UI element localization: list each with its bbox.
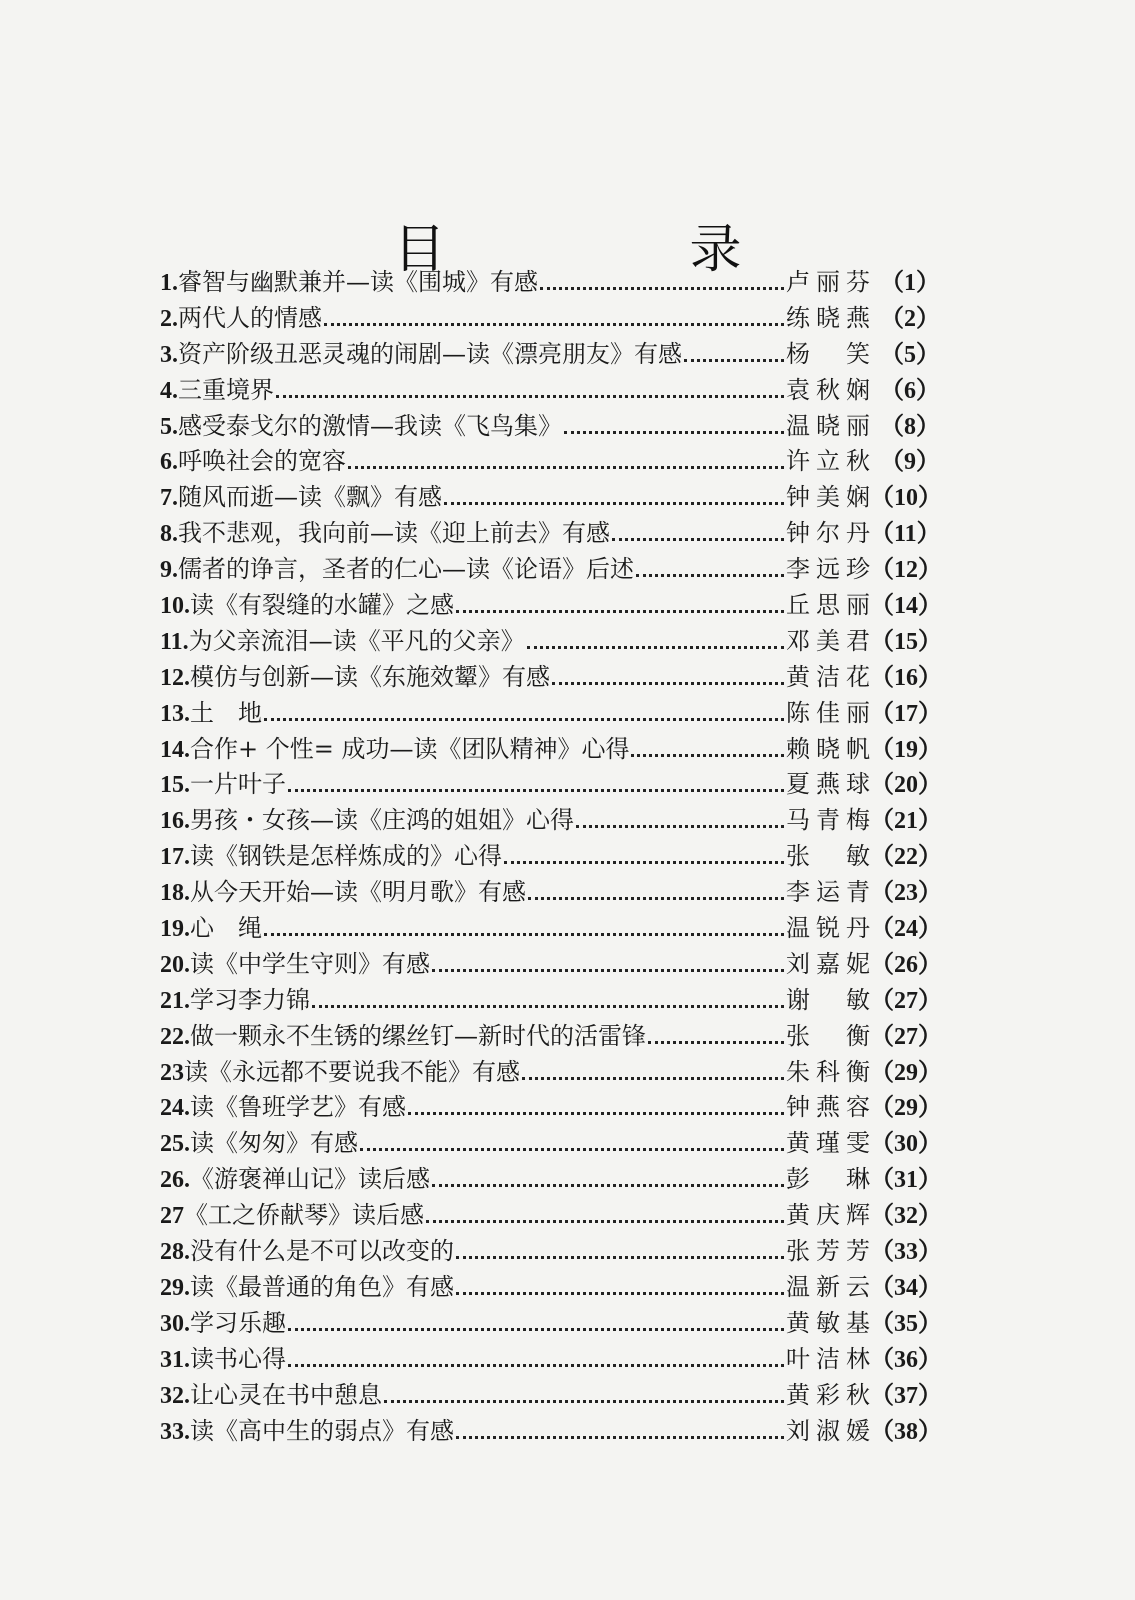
dot-leader: [522, 1077, 784, 1080]
toc-entry: [160, 947, 940, 983]
dot-leader: [527, 646, 784, 649]
entry-number: 23: [160, 1059, 184, 1086]
entry-page-number: （27）: [870, 1023, 942, 1050]
entry-author: 丘思丽: [786, 591, 870, 620]
entry-number: 29.: [160, 1274, 190, 1301]
entry-author: 谢 敏: [786, 985, 870, 1014]
toc-entry: [160, 373, 940, 409]
entry-title: 读《有裂缝的水罐》之感: [190, 591, 454, 620]
entry-title: 两代人的情感: [178, 303, 322, 332]
entry-title: 儒者的诤言，圣者的仁心—读《论语》后述: [178, 555, 634, 584]
entry-author: 朱科衡: [786, 1057, 870, 1086]
entry-page-number: （27）: [870, 987, 942, 1014]
toc-entry: [160, 1306, 940, 1342]
entry-page-number: （17）: [870, 700, 942, 727]
toc-entry: [160, 588, 940, 624]
entry-page-number: （20）: [870, 772, 942, 799]
entry-page-number: （2）: [880, 305, 940, 332]
entry-author: 彭 琳: [786, 1165, 870, 1194]
entry-number: 28.: [160, 1239, 190, 1266]
toc-entry: [160, 1414, 940, 1450]
entry-title: 男孩・女孩—读《庄鸿的姐姐》心得: [190, 806, 574, 835]
entry-author: 温晓丽: [786, 411, 870, 440]
dot-leader: [276, 395, 784, 398]
entry-page-number: （26）: [870, 951, 942, 978]
entry-author: 杨 笑: [786, 339, 870, 368]
dot-leader: [264, 933, 784, 936]
entry-title: 学习乐趣: [190, 1308, 286, 1337]
entry-number: 30.: [160, 1310, 190, 1337]
entry-number: 8.: [160, 521, 178, 548]
toc-entry: [160, 1234, 940, 1270]
entry-author: 李运青: [786, 878, 870, 907]
dot-leader: [552, 682, 784, 685]
entry-page-number: （9）: [880, 449, 940, 476]
entry-page-number: （33）: [870, 1239, 942, 1266]
entry-title: 我不悲观，我向前—读《迎上前去》有感: [178, 519, 610, 548]
toc-entry: [160, 875, 940, 911]
dot-leader: [684, 359, 784, 362]
entry-number: 13.: [160, 700, 190, 727]
dot-leader: [426, 1220, 784, 1223]
entry-title: 读《钢铁是怎样炼成的》心得: [190, 842, 502, 871]
toc-entry: [160, 1090, 940, 1126]
toc-entry: [160, 480, 940, 516]
dot-leader: [504, 861, 784, 864]
entry-title: 三重境界: [178, 375, 274, 404]
toc-entry: [160, 516, 940, 552]
toc-entry: [160, 409, 940, 445]
entry-author: 李远珍: [786, 555, 870, 584]
entry-author: 温新云: [786, 1272, 870, 1301]
entry-number: 17.: [160, 844, 190, 871]
entry-author: 许立秋: [786, 447, 870, 476]
entry-author: 黄敏基: [786, 1308, 870, 1337]
toc-entry: [160, 1019, 940, 1055]
entry-author: 刘嘉妮: [786, 949, 870, 978]
entry-title: 读《高中生的弱点》有感: [190, 1416, 454, 1445]
entry-page-number: （11）: [870, 521, 941, 548]
entry-page-number: （21）: [870, 808, 942, 835]
entry-number: 19.: [160, 916, 190, 943]
dot-leader: [348, 466, 784, 469]
entry-page-number: （10）: [870, 485, 942, 512]
entry-number: 12.: [160, 664, 190, 691]
entry-page-number: （34）: [870, 1274, 942, 1301]
entry-author: 钟尔丹: [786, 519, 870, 548]
table-of-contents: [160, 265, 940, 1449]
entry-author: 夏燕球: [786, 770, 870, 799]
toc-entry: [160, 767, 940, 803]
entry-page-number: （1）: [880, 270, 940, 296]
dot-leader: [264, 718, 784, 721]
entry-author: 叶洁林: [786, 1344, 870, 1373]
entry-number: 31.: [160, 1346, 190, 1373]
dot-leader: [648, 1041, 784, 1044]
entry-page-number: （35）: [870, 1310, 942, 1337]
entry-title: 读书心得: [190, 1344, 286, 1373]
entry-author: 邓美君: [786, 626, 870, 655]
toc-entry: [160, 1342, 940, 1378]
entry-page-number: （23）: [870, 880, 942, 907]
entry-number: 20.: [160, 951, 190, 978]
entry-page-number: （29）: [870, 1059, 942, 1086]
dot-leader: [324, 323, 784, 326]
entry-title: 做一颗永不生锈的缧丝钉—新时代的活雷锋: [190, 1021, 646, 1050]
entry-number: 33.: [160, 1418, 190, 1445]
entry-title: 从今天开始—读《明月歌》有感: [190, 878, 526, 907]
dot-leader: [288, 1364, 784, 1367]
dot-leader: [564, 431, 784, 434]
entry-title: 读《鲁班学艺》有感: [190, 1093, 406, 1122]
entry-number: 4.: [160, 377, 178, 404]
entry-author: 张 衡: [786, 1021, 870, 1050]
toc-entry: [160, 1270, 940, 1306]
entry-author: 黄庆辉: [786, 1201, 870, 1230]
entry-author: 黄彩秋: [786, 1380, 870, 1409]
entry-author: 练晓燕: [786, 303, 870, 332]
entry-title: 呼唤社会的宽容: [178, 447, 346, 476]
toc-entry: [160, 660, 940, 696]
entry-number: 11.: [160, 628, 189, 655]
entry-author: 钟燕容: [786, 1093, 870, 1122]
entry-page-number: （24）: [870, 916, 942, 943]
toc-entry: [160, 624, 940, 660]
entry-number: 3.: [160, 341, 178, 368]
entry-page-number: （32）: [870, 1203, 942, 1230]
toc-entry: [160, 732, 940, 768]
entry-number: 9.: [160, 557, 178, 584]
entry-title: 让心灵在书中憩息: [190, 1380, 382, 1409]
entry-title: 读《永远都不要说我不能》有感: [184, 1057, 520, 1086]
dot-leader: [528, 897, 784, 900]
entry-page-number: （29）: [870, 1095, 942, 1122]
entry-title: 心 绳: [190, 914, 262, 943]
entry-author: 钟美娴: [786, 483, 870, 512]
toc-entry: [160, 911, 940, 947]
entry-page-number: （14）: [870, 593, 942, 620]
entry-title: 《工之侨献琴》读后感: [184, 1201, 424, 1230]
dot-leader: [288, 1328, 784, 1331]
entry-page-number: （5）: [880, 341, 940, 368]
entry-number: 7.: [160, 485, 178, 512]
toc-entry: [160, 337, 940, 373]
entry-title: 一片叶子: [190, 770, 286, 799]
toc-entry: [160, 1378, 940, 1414]
entry-page-number: （19）: [870, 736, 942, 763]
dot-leader: [612, 538, 784, 541]
entry-title: 感受泰戈尔的激情—我读《飞鸟集》: [178, 411, 562, 440]
entry-number: 18.: [160, 880, 190, 907]
entry-title: 土 地: [190, 698, 262, 727]
dot-leader: [360, 1148, 784, 1151]
toc-entry: [160, 696, 940, 732]
dot-leader: [312, 1005, 784, 1008]
entry-author: 马青梅: [786, 806, 870, 835]
entry-title: 没有什么是不可以改变的: [190, 1237, 454, 1266]
toc-entry: [160, 1055, 940, 1091]
entry-title: 《游褒禅山记》读后感: [190, 1165, 430, 1194]
entry-page-number: （15）: [870, 628, 942, 655]
entry-page-number: （12）: [870, 557, 942, 584]
dot-leader: [456, 1436, 784, 1439]
entry-number: 10.: [160, 593, 190, 620]
entry-number: 32.: [160, 1382, 190, 1409]
entry-page-number: （22）: [870, 844, 942, 871]
dot-leader: [456, 1256, 784, 1259]
entry-page-number: （16）: [870, 664, 942, 691]
entry-number: 6.: [160, 449, 178, 476]
toc-entry: [160, 444, 940, 480]
entry-author: 陈佳丽: [786, 698, 870, 727]
entry-author: 温锐丹: [786, 914, 870, 943]
dot-leader: [540, 287, 784, 290]
entry-number: 25.: [160, 1131, 190, 1158]
toc-entry: [160, 552, 940, 588]
entry-number: 1.: [160, 270, 178, 296]
entry-number: 27: [160, 1203, 184, 1230]
entry-author: 刘淑媛: [786, 1416, 870, 1445]
entry-number: 22.: [160, 1023, 190, 1050]
entry-page-number: （6）: [880, 377, 940, 404]
page-title: 目 录: [393, 219, 838, 280]
toc-entry: [160, 1198, 940, 1234]
entry-title: 合作+ 个性= 成功—读《团队精神》心得: [190, 734, 630, 763]
dot-leader: [444, 502, 784, 505]
entry-page-number: （36）: [870, 1346, 942, 1373]
entry-page-number: （8）: [880, 413, 940, 440]
toc-entry: [160, 803, 940, 839]
toc-entry: [160, 1162, 940, 1198]
entry-number: 15.: [160, 772, 190, 799]
entry-number: 14.: [160, 736, 190, 763]
entry-number: 21.: [160, 987, 190, 1014]
entry-author: 袁秋娴: [786, 375, 870, 404]
entry-number: 2.: [160, 305, 178, 332]
entry-number: 26.: [160, 1167, 190, 1194]
toc-entry: [160, 265, 940, 301]
entry-number: 16.: [160, 808, 190, 835]
toc-entry: [160, 839, 940, 875]
entry-title: 模仿与创新—读《东施效颦》有感: [190, 662, 550, 691]
entry-title: 随风而逝—读《飘》有感: [178, 483, 442, 512]
toc-entry: [160, 983, 940, 1019]
entry-title: 睿智与幽默兼并—读《围城》有感: [178, 268, 538, 296]
dot-leader: [288, 789, 784, 792]
entry-title: 学习李力锦: [190, 985, 310, 1014]
dot-leader: [384, 1400, 784, 1403]
entry-page-number: （38）: [870, 1418, 942, 1445]
entry-title: 读《最普通的角色》有感: [190, 1272, 454, 1301]
entry-title: 为父亲流泪—读《平凡的父亲》: [188, 626, 525, 655]
entry-page-number: （37）: [870, 1382, 942, 1409]
dot-leader: [432, 1184, 784, 1187]
entry-author: 赖晓帆: [786, 734, 870, 763]
entry-page-number: （30）: [870, 1131, 942, 1158]
dot-leader: [456, 1292, 784, 1295]
dot-leader: [456, 610, 784, 613]
dot-leader: [631, 754, 784, 757]
entry-author: 卢丽芬: [786, 268, 870, 296]
dot-leader: [636, 574, 784, 577]
entry-author: 黄瑾雯: [786, 1129, 870, 1158]
entry-number: 24.: [160, 1095, 190, 1122]
toc-entry: [160, 1126, 940, 1162]
dot-leader: [432, 969, 784, 972]
entry-title: 资产阶级丑恶灵魂的闹剧—读《漂亮朋友》有感: [178, 339, 682, 368]
entry-author: 黄洁花: [786, 662, 870, 691]
toc-entry: [160, 301, 940, 337]
entry-number: 5.: [160, 413, 178, 440]
dot-leader: [576, 825, 784, 828]
entry-title: 读《匆匆》有感: [190, 1129, 358, 1158]
dot-leader: [408, 1112, 784, 1115]
entry-author: 张芳芳: [786, 1237, 870, 1266]
entry-title: 读《中学生守则》有感: [190, 949, 430, 978]
entry-page-number: （31）: [870, 1167, 942, 1194]
entry-author: 张 敏: [786, 842, 870, 871]
